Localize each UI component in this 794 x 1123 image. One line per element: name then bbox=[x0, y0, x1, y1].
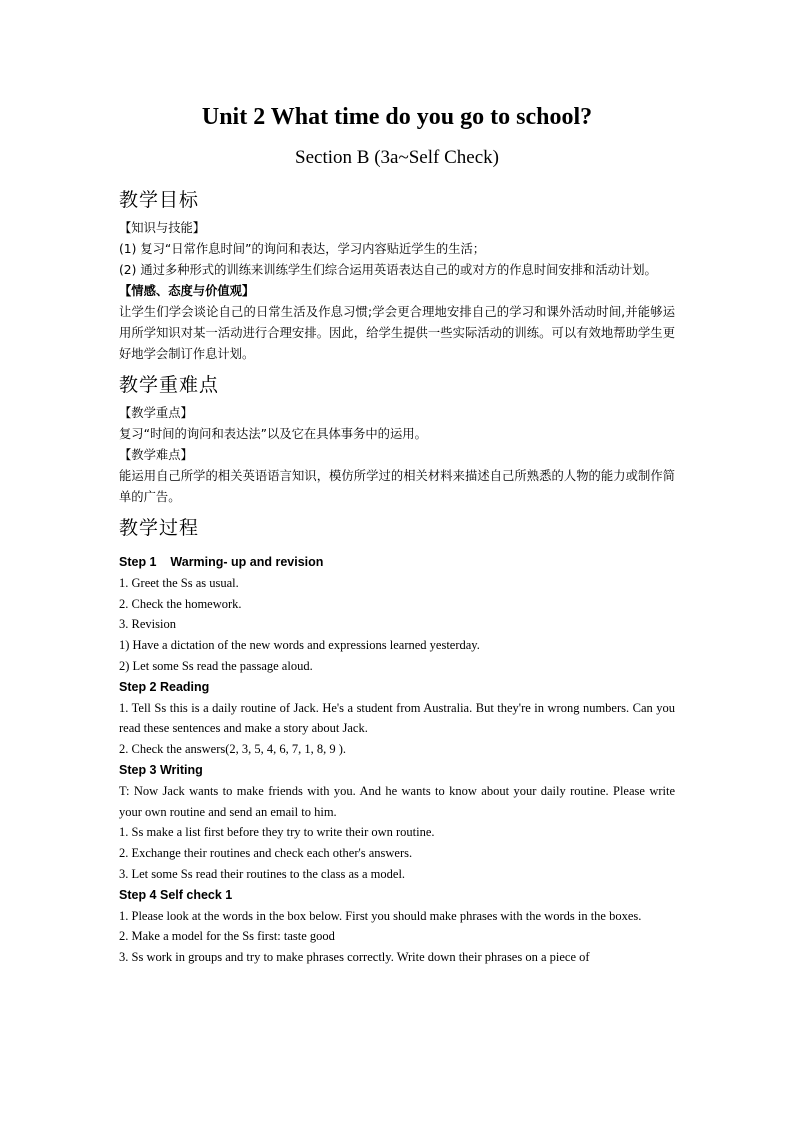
step-3-line: 3. Let some Ss read their routines to the class as a model. bbox=[119, 866, 406, 881]
step-3-line: 2. Exchange their routines and check each other's answers. bbox=[119, 846, 413, 861]
document-subtitle: Section B (3a~Self Check) bbox=[295, 147, 499, 168]
step-1-line: 3. Revision bbox=[119, 617, 176, 632]
step-4-line: 2. Make a model for the Ss first: taste good bbox=[119, 929, 335, 944]
knowledge-item-2: (2) 通过多种形式的训练来训练学生们综合运用英语表达自己的或对方的作息时间安排和活动计划。 bbox=[119, 263, 657, 277]
knowledge-label: 【知识与技能】 bbox=[119, 221, 206, 235]
difficulty-text: 能运用自己所学的相关英语语言知识，模仿所学过的相关材料来描述自己所熟悉的人物的能力或制作简单的广告。 bbox=[119, 469, 675, 504]
step-3-line: 1. Ss make a list first before they try to write their own routine. bbox=[119, 825, 435, 840]
section-heading-key-points: 教学重难点 bbox=[119, 374, 220, 396]
step-4-title: Step 4 Self check 1 bbox=[119, 887, 233, 902]
step-3-title: Step 3 Writing bbox=[119, 762, 203, 777]
document-title: Unit 2 What time do you go to school? bbox=[201, 104, 593, 130]
step-2-line: 2. Check the answers(2, 3, 5, 4, 6, 7, 1, 8, 9 ). bbox=[119, 742, 347, 757]
step-4-line: 1. Please look at the words in the box below. First you should make phrases with the words in the boxes. bbox=[119, 908, 642, 923]
section-heading-process: 教学过程 bbox=[119, 517, 200, 539]
step-1-line: 2. Check the homework. bbox=[119, 596, 242, 611]
step-2-title: Step 2 Reading bbox=[119, 679, 210, 694]
step-1-line: 1) Have a dictation of the new words and expressions learned yesterday. bbox=[119, 638, 480, 653]
emotion-text: 让学生们学会谈论自己的日常生活及作息习惯;学会更合理地安排自己的学习和课外活动时间,并能够运用所学知识对某一活动进行合理安排。因此，给学生提供一些实际活动的训练。可以有效地帮助学生更好地学会制订作息计划。 bbox=[119, 305, 675, 361]
step-1-line: 2) Let some Ss read the passage aloud. bbox=[119, 658, 313, 673]
difficulty-label: 【教学难点】 bbox=[119, 448, 193, 462]
step-1-line: 1. Greet the Ss as usual. bbox=[119, 575, 239, 590]
step-3-line: T: Now Jack wants to make friends with you. And he wants to know about your daily routine. Please write your own routine and send an email to him. bbox=[119, 783, 675, 819]
step-2-line: 1. Tell Ss this is a daily routine of Jack. He's a student from Australia. But they're in wrong numbers. Can you read these sentences and make a story about Jack. bbox=[119, 700, 675, 736]
focus-label: 【教学重点】 bbox=[119, 406, 193, 420]
emotion-label: 【情感、态度与价值观】 bbox=[119, 284, 255, 298]
focus-text: 复习“时间的询问和表达法”以及它在具体事务中的运用。 bbox=[119, 427, 427, 441]
step-1-title: Step 1 Warming- up and revision bbox=[119, 555, 324, 569]
document-body bbox=[119, 184, 675, 968]
knowledge-item-1: (1) 复习“日常作息时间”的询问和表达，学习内容贴近学生的生活； bbox=[119, 242, 486, 256]
step-4-line: 3. Ss work in groups and try to make phrases correctly. Write down their phrases on a piece of bbox=[119, 950, 590, 965]
section-heading-objectives: 教学目标 bbox=[119, 189, 200, 211]
